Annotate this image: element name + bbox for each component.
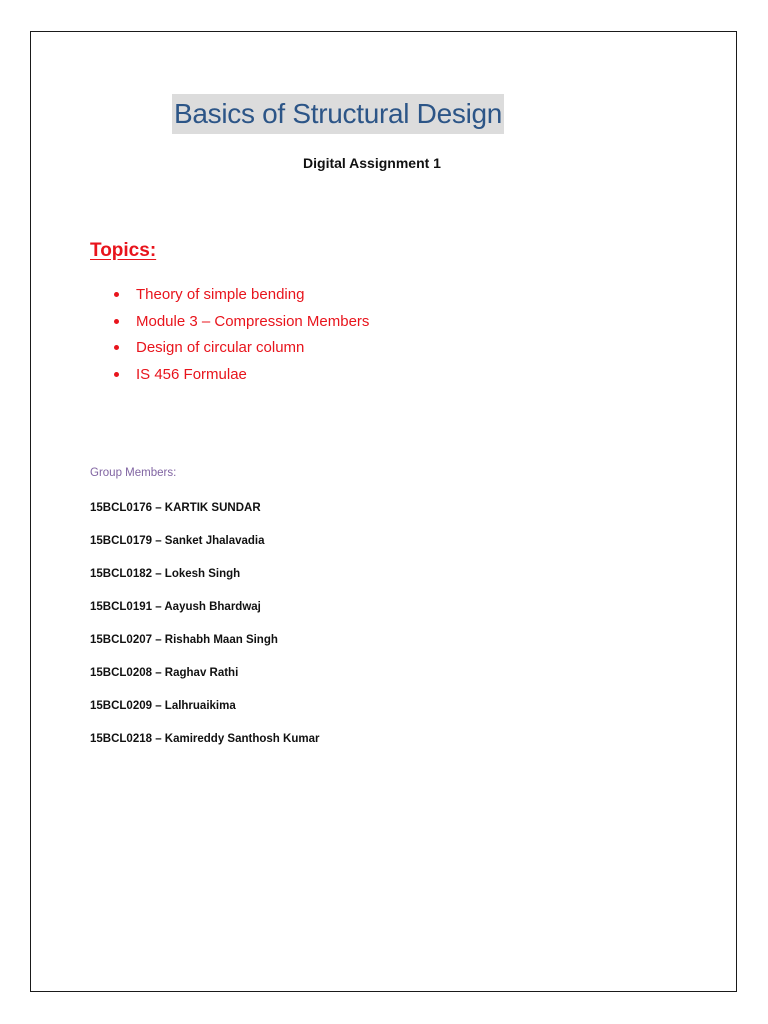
group-members-list xyxy=(90,500,319,764)
topics-list xyxy=(108,284,369,390)
member-item: 15BCL0218 – Kamireddy Santhosh Kumar xyxy=(90,733,320,745)
document-subtitle: Digital Assignment 1 xyxy=(303,155,441,171)
document-title: Basics of Structural Design xyxy=(172,94,504,134)
topic-item xyxy=(108,284,369,311)
bullet-icon xyxy=(114,319,119,324)
topic-label: Design of circular column xyxy=(136,339,305,356)
topic-item xyxy=(108,311,369,338)
member-item: 15BCL0179 – Sanket Jhalavadia xyxy=(90,535,265,547)
topic-label: IS 456 Formulae xyxy=(136,365,247,383)
topic-label: Theory of simple bending xyxy=(136,286,305,303)
group-members-heading: Group Members: xyxy=(90,467,177,479)
bullet-icon xyxy=(114,345,119,350)
bullet-icon xyxy=(114,372,119,377)
topic-item xyxy=(108,364,369,391)
member-item: 15BCL0182 – Lokesh Singh xyxy=(90,568,241,580)
member-item: 15BCL0207 – Rishabh Maan Singh xyxy=(90,634,278,646)
topics-heading: Topics: xyxy=(90,240,157,261)
member-item: 15BCL0208 – Raghav Rathi xyxy=(90,667,239,679)
topic-item xyxy=(108,337,369,364)
bullet-icon xyxy=(114,292,119,297)
member-item: 15BCL0176 – KARTIK SUNDAR xyxy=(90,502,261,514)
topic-label: Module 3 – Compression Members xyxy=(136,312,370,330)
member-item: 15BCL0209 – Lalhruaikima xyxy=(90,700,236,712)
member-item: 15BCL0191 – Aayush Bhardwaj xyxy=(90,601,261,613)
